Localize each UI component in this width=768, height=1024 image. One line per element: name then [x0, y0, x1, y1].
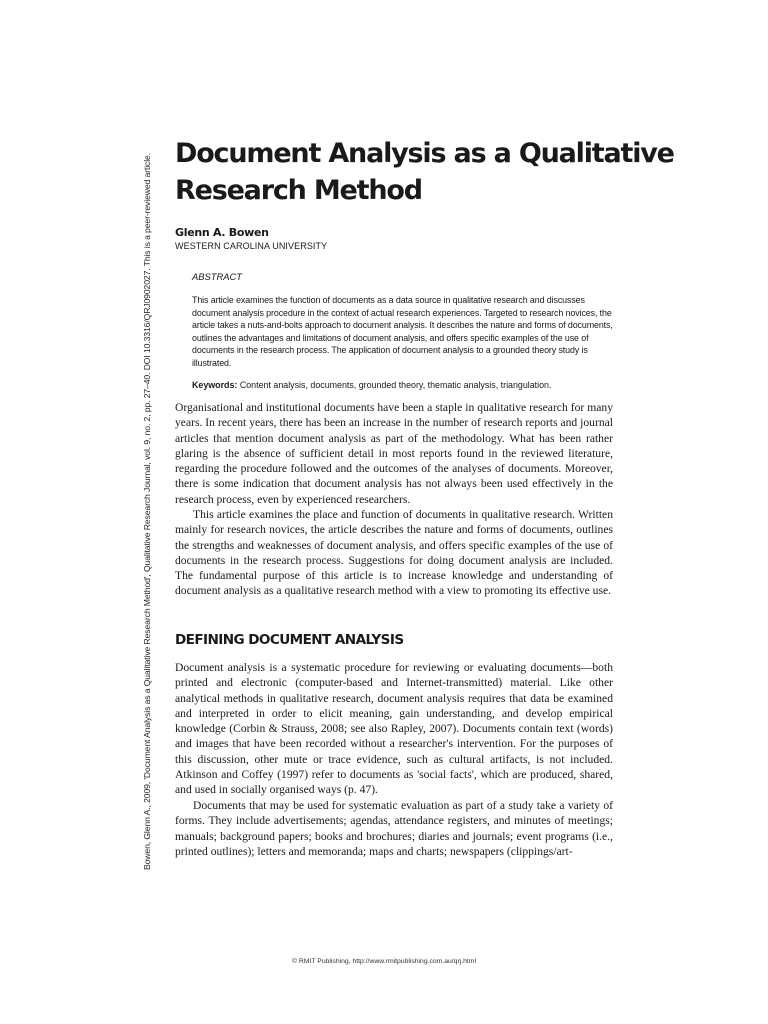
body-paragraph-2: This article examines the place and function of documents in qualitative research. Written mainly for research novices, the article describes the nature and forms of documents, outlines the strengths and weaknesses of document analysis, and offers specific examples of the use of documents in the research process. Suggestions for doing document analysis are included. The fundamental purpose of this article is to increase knowledge and understanding of document analysis as a qualitative research method with a view to promoting its effective use. [175, 508, 613, 598]
body-paragraph-3: Document analysis is a systematic procedure for reviewing or evaluating documents—both printed and electronic (computer-based and Internet-transmitted) material. Like other analytical methods in qualitative research, document analysis requires that data be examined and interpreted in order to elicit meaning, gain understanding, and develop empirical knowledge (Corbin & Strauss, 2008; see also Rapley, 2007). Documents contain text (words) and images that have been recorded without a researcher's intervention. For the purposes of this discussion, other mute or trace evidence, such as cultural artifacts, is not included. Atkinson and Coffey (1997) refer to documents as 'social facts', which are produced, shared, and used in socially organised ways (p. 47). [175, 661, 613, 797]
sidebar-citation [140, 102, 160, 870]
author-name: Glenn A. Bowen [175, 226, 269, 239]
author-affiliation: WESTERN CAROLINA UNIVERSITY [175, 241, 328, 251]
body-paragraph-1: Organisational and institutional documents have been a staple in qualitative research for many years. In recent years, there has been an increase in the number of research reports and journal articles that mention document analysis as part of the methodology. What has been rather glaring is the absence of sufficient detail in most reports found in the reviewed literature, regarding the procedure followed and the outcomes of the analyses of documents. Moreover, there is some indication that document analysis has not always been used effectively in the research process, even by experienced researchers. [175, 401, 613, 506]
keywords [192, 379, 622, 391]
citation-text: Bowen, Glenn A., 2009, 'Document Analysis as a Qualitative Research Method', Qualitative Research Journal, vol. 9, no. 2, pp. 27–40. DOI 10.3316/QRJ0902027. This is a peer-reviewed article. [142, 152, 152, 870]
footer-copyright: © RMIT Publishing, http://www.rmitpublishing.com.au/qrj.html [292, 958, 476, 965]
keywords-list: Content analysis, documents, grounded theory, thematic analysis, triangulation. [237, 380, 552, 390]
body-paragraph-4: Documents that may be used for systematic evaluation as part of a study take a variety of forms. They include advertisements; agendas, attendance registers, and minutes of meetings; manuals; background papers; books and brochures; diaries and journals; event programs (i.e., printed outlines); letters and memoranda; maps and charts; newspapers (clippings/art- [175, 799, 613, 858]
abstract-heading: ABSTRACT [192, 271, 243, 282]
section-heading-defining-document-analysis: DEFINING DOCUMENT ANALYSIS [175, 632, 404, 648]
abstract-text: This article examines the function of documents as a data source in qualitative research and discusses document analysis procedure in the context of actual research experiences. Targeted to research novices, the article takes a nuts-and-bolts approach to document analysis. It describes the nature and forms of documents, outlines the advantages and limitations of document analysis, and offers specific examples of the use of documents in the research process. The application of document analysis to a grounded theory study is illustrated. [192, 295, 613, 368]
keywords-label: Keywords: [192, 380, 238, 390]
page-title: Document Analysis as a Qualitative Research Method [175, 138, 674, 206]
